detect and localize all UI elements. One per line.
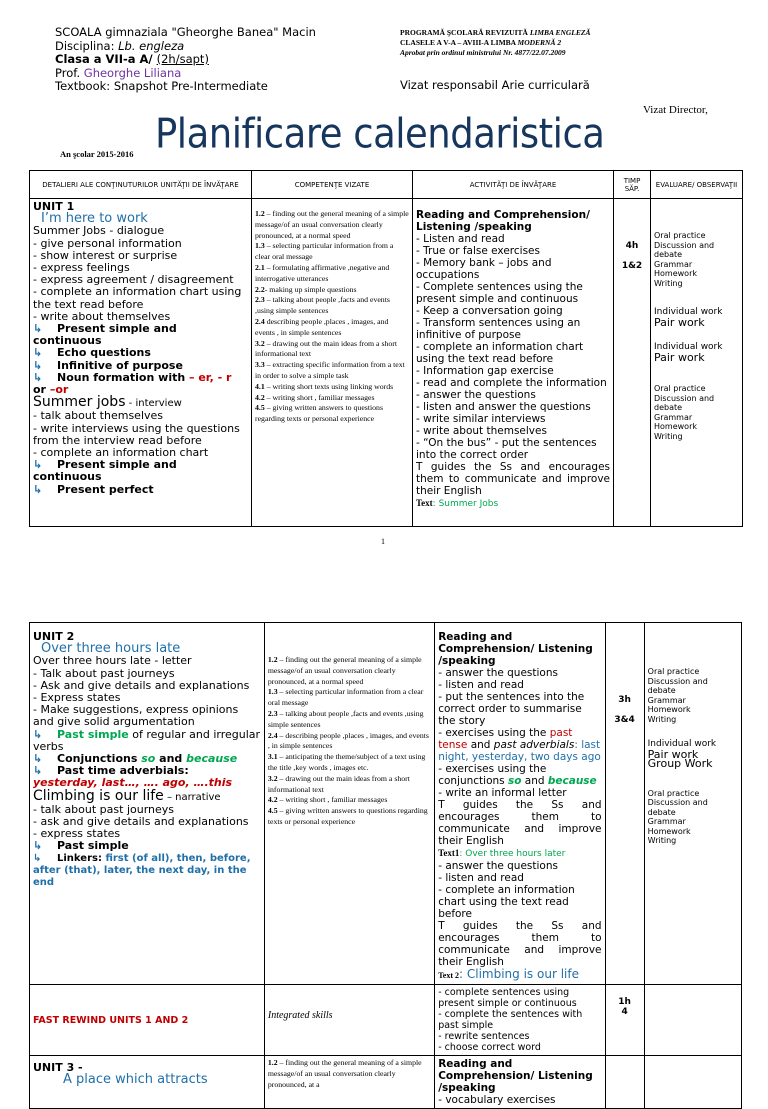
activity-item: - listen and answer the questions (416, 401, 591, 413)
competence-item: 3.2 – drawing out the main ideas from a short informational text (255, 338, 398, 359)
activity-item: - Information gap exercise (416, 365, 554, 377)
content-line: - Make suggestions, express opinions and give solid argumentation (33, 703, 239, 729)
vizat-responsabil: Vizat responsabil Arie curriculară (400, 78, 590, 92)
eval-item: Oral practice (647, 667, 700, 676)
eval-item: Discussion and debate (647, 798, 708, 817)
competence-item: 2.3 – talking about people ,facts and events ,using simple sentences (255, 295, 390, 316)
unit1-competences-cell (252, 199, 413, 527)
page-title: Planificare calendaristica (155, 109, 605, 158)
content-line: Summer Jobs - dialogue (33, 224, 165, 238)
activity-item: - answer the questions (438, 860, 558, 872)
competence-item: 1.3 – selecting particular information from a clear oral message (267, 687, 424, 708)
activity-item: - write about themselves (416, 425, 547, 437)
unit1-content-lines (33, 225, 248, 323)
climbing-title: Climbing is our life (33, 787, 164, 804)
eval-item: Discussion and debate (654, 393, 715, 412)
header-timp: TIMP SĂP. (614, 171, 651, 199)
activity-item: - listen and read (438, 679, 524, 691)
competence-item: 4.1 – writing short texts using linking words (255, 381, 394, 391)
prof-name: Gheorghe Liliana (83, 65, 182, 80)
content-line: - express states (33, 827, 121, 841)
competence-item: 3.3 – extracting specific information from a text in order to solve a simple task (255, 360, 405, 380)
eval-item: Discussion and debate (654, 240, 715, 259)
content-line: - express agreement / disagreement (33, 273, 234, 287)
competence-item: 4.2 – writing short , familiar messages (255, 392, 375, 402)
unit1-time-cell: 4h 1&2 (614, 199, 651, 527)
content-line: - give personal information (33, 236, 182, 250)
unit1-content-lines-2 (33, 410, 248, 459)
table-row-fast-rewind: FAST REWIND UNITS 1 AND 2 Integrated skills - complete sentences using present simple or continuous - complete the sentences with past simple - rewrite sentences - choose correct word 1h 4 (30, 985, 742, 1056)
competence-item: 4.5 – giving written answers to questions regarding texts or personal experience (255, 403, 383, 424)
activity-item: - Complete sentences using the present simple and continuous (416, 281, 583, 305)
competence-item: 2.4 – describing people ,places , images, and events , in simple sentences (267, 730, 429, 751)
eval-item: Oral practice (647, 788, 700, 798)
content-line: - write interviews using the questions from the interview read before (33, 421, 240, 447)
competence-item: 3.2 – drawing out the main ideas from a short informational text (267, 773, 410, 794)
vizat-director: Vizat Director, (643, 104, 708, 116)
content-line: - Talk about past journeys (33, 666, 175, 680)
unit1-content-cell: UNIT 1 I’m here to work Summer Jobs - dialogue - give personal information - show interest or surprise - express feelings - express agreement / disagreement - complete an information chart using the text read before - write about themselves ↳ Present simple and continuous ↳ Echo questions ↳ Infinitive of purpose ↳ Noun formation with – er, - r or –or Summer jobs - interview - talk about themselves - write interviews using the questions from the interview read before - complete an information chart ↳ Present simple and continuous ↳ Present perfect (30, 199, 252, 527)
activity-item: - put the sentences into the correct order to summarise the story (438, 691, 585, 727)
table-row-unit3: UNIT 3 - A place which attracts 1.2 – finding out the general meaning of a simple message/of an usual conversation clearly pronounced, at a Reading and Comprehension/ Listening /speaking - vocabulary exercises (30, 1056, 742, 1109)
content-line: - complete an information chart using the text read before (33, 285, 242, 311)
content-line: - express feelings (33, 261, 130, 275)
unit2-competences-cell (264, 623, 434, 985)
header-activitati: ACTIVITĂŢI DE ÎNVĂŢARE (413, 171, 614, 199)
competence-item: 1.3 – selecting particular information from a clear oral message (255, 241, 394, 262)
school-year: An şcolar 2015-2016 (60, 149, 134, 159)
unit2-activities-cell: Reading and Comprehension/ Listening /speaking - answer the questions - listen and read - put the sentences into the correct order to summarise the story - exercises using the past tense and past adverbials: last night, yesterday, two days ago - exercises using the conjunctions so and because - write an informal letter T guides the Ss and encourages them to communicate and improve their English Text1: Over three hours later - answer the questions - listen and read - complete an information chart using the text read before T guides the Ss and encourages them to communicate and improve their English Text 2: Climbing is our life (435, 623, 605, 985)
eval-item: Grammar (647, 817, 686, 826)
eval-item: Writing (647, 714, 677, 724)
activity-item: - Keep a conversation going (416, 305, 563, 317)
content-line: Over three hours late - letter (33, 654, 192, 668)
eval-item: Homework (647, 705, 691, 714)
discipline-line: Disciplina: Lb. engleza (55, 38, 185, 53)
table-row-unit1 (30, 199, 743, 527)
school-name: SCOALA gimnaziala "Gheorghe Banea" Macin (55, 25, 316, 39)
eval-item: Homework (654, 269, 697, 278)
competence-item: 1.2 – finding out the general meaning of a simple message/of an usual conversation clearly pronounced, at a (267, 1058, 422, 1089)
summer-jobs-title: Summer jobs (33, 394, 126, 411)
unit2-content-cell: UNIT 2 Over three hours late Over three hours late - letter - Talk about past journeys - Ask and give details and explanations - Express states - Make suggestions, express opinions and give solid argumentation ↳ Past simple of regular and irregular verbs ↳ Conjunctions so and because ↳ Past time adverbials: yesterday, last…, …. ago, ….this Climbing is our life – narrative - talk about past journeys - ask and give details and explanations - express states ↳ Past simple ↳ Linkers: first (of all), then, before, after (that), later, the next day, in the end (30, 623, 265, 985)
page-number: 1 (381, 537, 385, 546)
content-line: - complete an information chart (33, 446, 209, 460)
competence-item: 3.1 – anticipating the theme/subject of a text using the title ,key words , images etc. (267, 752, 426, 772)
discipline-value: Lb. engleza (118, 38, 185, 53)
activity-item: - choose correct word (438, 1042, 541, 1053)
content-line: - write about themselves (33, 309, 171, 323)
eval-item: Writing (647, 836, 677, 845)
header-competente: COMPETENŢE VIZATE (252, 171, 413, 199)
unit2-title: Over three hours late (41, 641, 181, 657)
competence-item: 2.2- making up simple questions (255, 284, 357, 294)
activity-item: - answer the questions (438, 667, 558, 679)
eval-item: Grammar (647, 695, 686, 705)
eval-item: Grammar (654, 259, 693, 269)
unit1-eval-cell: Oral practice Discussion and debate Grammar Homework Writing Individual work Pair work Individual work Pair work Oral practice Discussion and debate Grammar Homework Writing (651, 199, 743, 527)
fast-rewind-label: FAST REWIND UNITS 1 AND 2 (33, 1014, 189, 1026)
eval-item: Homework (654, 422, 697, 431)
activity-item: - Transform sentences using an infinitive of purpose (416, 317, 581, 341)
content-line: - ask and give details and explanations (33, 815, 249, 829)
eval-item: Grammar (654, 412, 693, 422)
eval-item: Oral practice (654, 231, 706, 240)
activity-item: - True or false exercises (416, 245, 540, 257)
activity-item: - complete sentences using present simple or continuous (438, 987, 577, 1009)
activity-item: - listen and read (438, 872, 524, 884)
content-line: - Ask and give details and explanations (33, 678, 250, 692)
competence-item: 2.3 – talking about people ,facts and events ,using simple sentences (267, 708, 424, 729)
activity-item: - complete an information chart using the text read before (438, 884, 575, 920)
table-header-row (30, 171, 743, 199)
activity-item: - complete an information chart using the text read before (416, 341, 584, 365)
header-continut: DETALIERI ALE CONŢINUTURILOR UNITĂŢII DE ÎNVĂŢARE (30, 171, 252, 199)
activity-item: - write similar interviews (416, 413, 546, 425)
eval-item: Homework (647, 826, 691, 836)
textbook-line: Textbook: Snapshot Pre-Intermediate (55, 79, 268, 93)
unit2-time-cell: 3h 3&4 (605, 623, 644, 985)
content-line: - show interest or surprise (33, 248, 178, 262)
activity-item: - Listen and read (416, 233, 505, 245)
content-line: - talk about past journeys (33, 802, 175, 816)
unit1-activities-cell: Reading and Comprehension/ Listening /speaking - Listen and read - True or false exercises - Memory bank – jobs and occupations - Complete sentences using the present simple and continuous - Keep a conversation going - Transform sentences using an infinitive of purpose - complete an information chart using the text read before - Information gap exercise - read and complete the information - answer the questions - listen and answer the questions - write similar interviews - write about themselves - “On the bus” - put the sentences into the correct order T guides the Ss and encourages them to communicate and improve their English Text: Summer Jobs (413, 199, 614, 527)
table-row-unit2 (30, 623, 742, 985)
competence-item: 2.4 describing people ,places , images, and events , in simple sentences (255, 316, 389, 337)
prof-line: Prof. Gheorghe Liliana (55, 65, 182, 80)
content-line: - Express states (33, 691, 121, 705)
content-line: - talk about themselves (33, 409, 164, 423)
activity-item: - answer the questions (416, 389, 536, 401)
competence-item: 1.2 – finding out the general meaning of a simple message/of an usual conversation clearly pronounced, at a normal speed (255, 209, 409, 240)
unit2-eval-cell: Oral practice Discussion and debate Grammar Homework Writing Individual work Pair work Group Work Oral practice Discussion and debate Grammar Homework Writing (644, 623, 741, 985)
activity-item: - Memory bank – jobs and occupations (416, 257, 552, 281)
header-evaluare: EVALUARE/ OBSERVAŢII (651, 171, 743, 199)
eval-item: Writing (654, 278, 683, 288)
eval-item: Writing (654, 431, 683, 441)
competence-item: 4.5 – giving written answers to questions regarding texts or personal experience (267, 806, 428, 826)
competence-item: 1.2 – finding out the general meaning of a simple message/of an usual conversation clearly pronounced, at a normal speed (267, 655, 422, 686)
plan-table-unit1 (29, 170, 743, 527)
class-hours: (2h/sapt) (156, 52, 209, 66)
plan-table-unit2 (29, 622, 742, 1109)
activity-item: - vocabulary exercises (438, 1094, 556, 1106)
header-left-block (55, 26, 316, 94)
competence-item: 2.1 – formulating affirmative ,negative and interrogative utterances (255, 262, 390, 283)
activity-item: - read and complete the information (416, 377, 607, 389)
activity-item: - rewrite sentences (438, 1031, 530, 1042)
competence-item: 4.2 – writing short , familiar messages (267, 795, 388, 805)
unit1-title: I’m here to work (41, 211, 148, 227)
program-info: PROGRAMĂ ŞCOLARĂ REVIZUITĂ LIMBA ENGLEZĂ CLASELE A V-A – AVIII-A LIMBA MODERNĂ 2 Aprobat prin ordinul ministrului Nr. 4877/22.07.2009 (400, 28, 591, 57)
activity-item: - complete the sentences with past simple (438, 1009, 583, 1031)
class-line: Clasa a VII-a A/ (2h/sapt) (55, 52, 209, 66)
eval-item: Oral practice (654, 384, 706, 393)
activity-item: - “On the bus” - put the sentences into the correct order (416, 437, 597, 461)
eval-item: Discussion and debate (647, 676, 708, 695)
